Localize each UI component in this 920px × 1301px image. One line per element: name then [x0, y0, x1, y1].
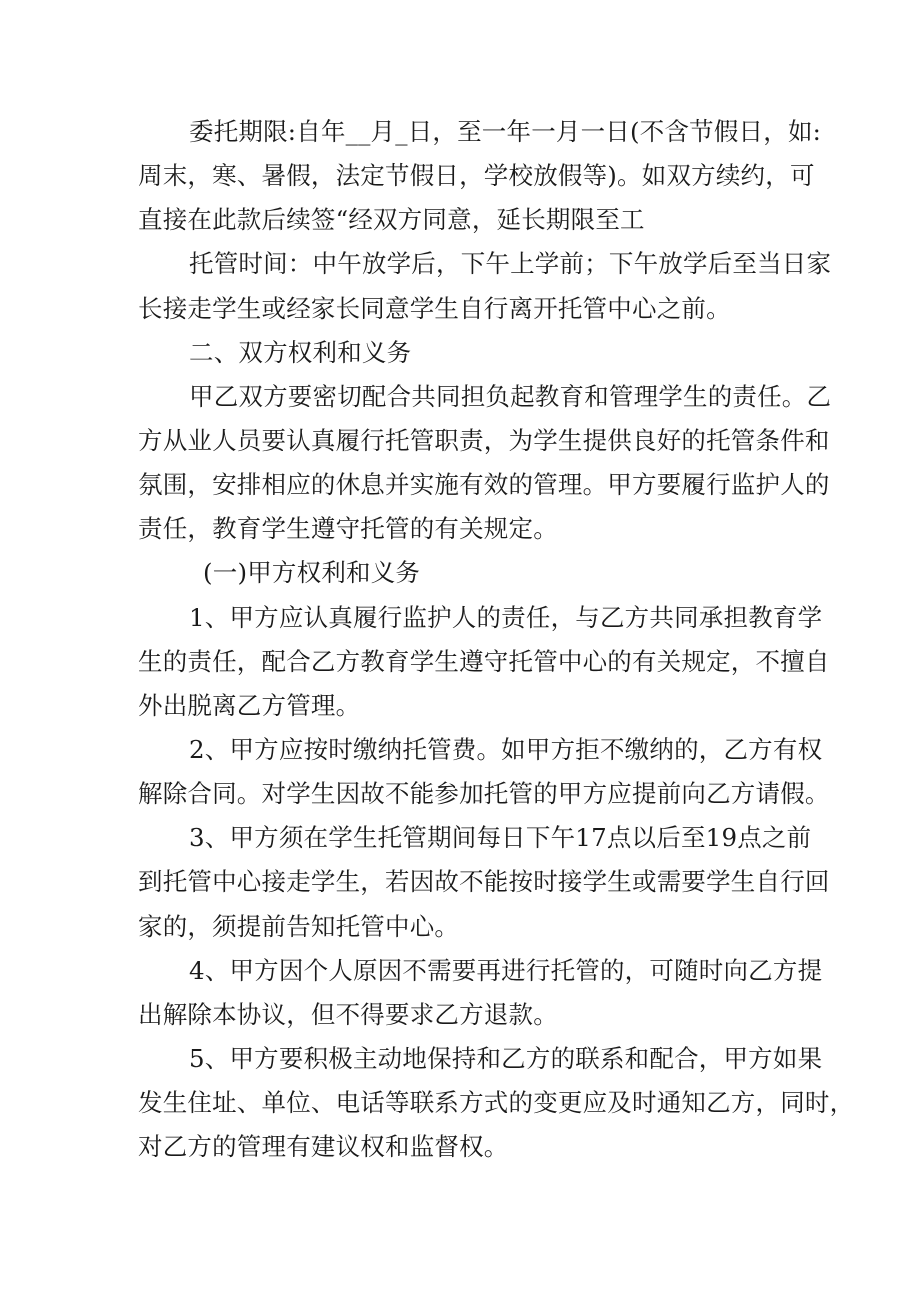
text-line: 4、甲方因个人原因不需要再进行托管的，可随时向乙方提: [189, 956, 823, 985]
text-line: 2、甲方应按时缴纳托管费。如甲方拒不缴纳的，乙方有权: [189, 735, 823, 764]
text-line: 生的责任，配合乙方教育学生遵守托管中心的有关规定，不擅自: [138, 647, 830, 676]
text-line: 直接在此款后续签“经双方同意，延长期限至工: [138, 205, 645, 234]
text-line: 解除合同。对学生因故不能参加托管的甲方应提前向乙方请假。: [138, 779, 830, 808]
text-line: 责任，教育学生遵守托管的有关规定。: [138, 514, 558, 543]
text-line: 长接走学生或经家长同意学生自行离开托管中心之前。: [138, 294, 731, 323]
text-line: 氛围，安排相应的休息并实施有效的管理。甲方要履行监护人的: [138, 470, 830, 499]
text-line: 外出脱离乙方管理。: [138, 691, 361, 720]
text-line: 5、甲方要积极主动地保持和乙方的联系和配合，甲方如果: [189, 1044, 823, 1073]
text-line: 托管时间：中午放学后，下午上学前；下午放学后至当日家: [189, 249, 832, 278]
text-line: 家的，须提前告知托管中心。: [138, 912, 460, 941]
subsection-heading: (一)甲方权利和义务: [203, 558, 421, 587]
text-line: 甲乙双方要密切配合共同担负起教育和管理学生的责任。乙: [189, 382, 832, 411]
section-heading: 二、双方权利和义务: [189, 338, 412, 367]
text-line: 3、甲方须在学生托管期间每日下午17点以后至19点之前: [189, 823, 812, 852]
text-line: 方从业人员要认真履行托管职责，为学生提供良好的托管条件和: [138, 426, 830, 455]
text-line: 发生住址、单位、电话等联系方式的变更应及时通知乙方，同时，: [138, 1088, 855, 1117]
text-line: 委托期限:自年__月_日，至一年一月一日(不含节假日，如:: [189, 117, 822, 146]
text-line: 1、甲方应认真履行监护人的责任，与乙方共同承担教育学: [189, 603, 823, 632]
text-line: 对乙方的管理有建议权和监督权。: [138, 1132, 509, 1161]
text-line: 到托管中心接走学生，若因故不能按时接学生或需要学生自行回: [138, 867, 830, 896]
text-line: 周末，寒、暑假，法定节假日，学校放假等)。如双方续约，可: [138, 161, 815, 190]
text-line: 出解除本协议，但不得要求乙方退款。: [138, 1000, 558, 1029]
